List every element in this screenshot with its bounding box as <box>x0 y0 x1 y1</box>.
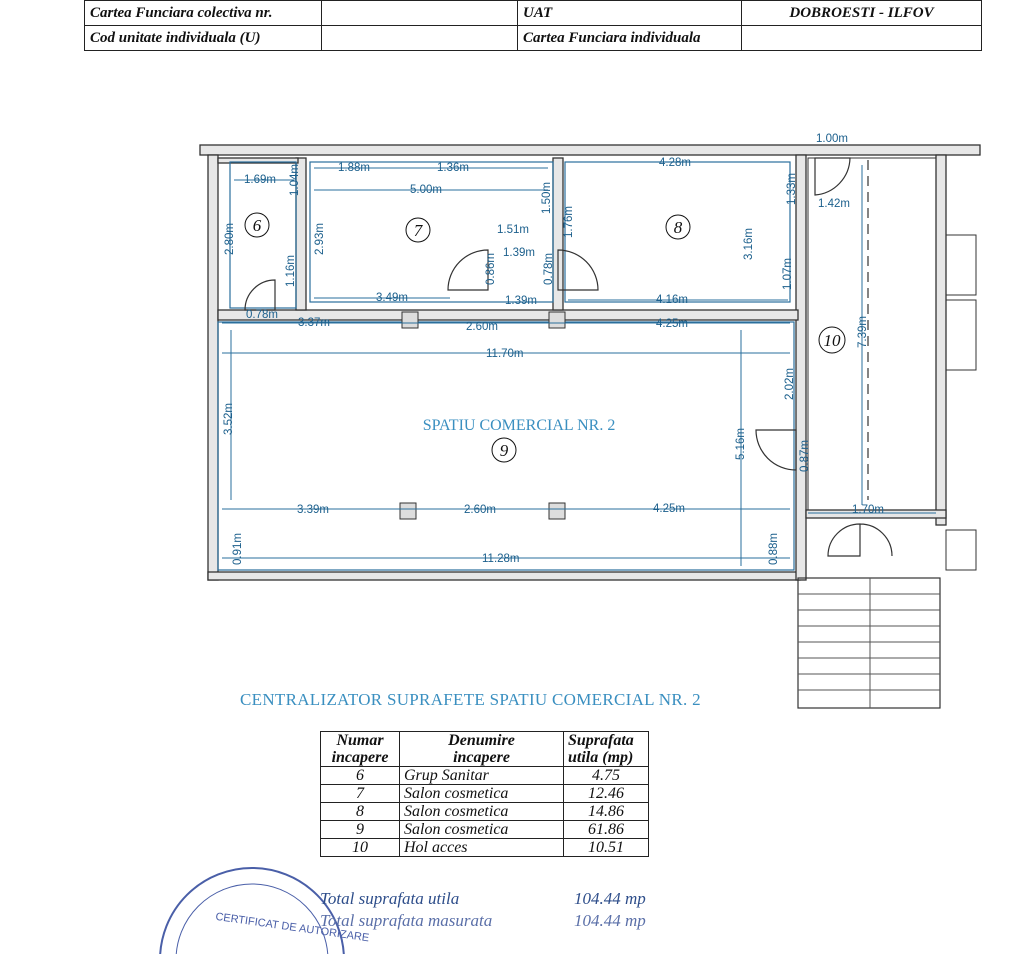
dim-label: 1.04m <box>289 164 301 196</box>
north-wall <box>200 145 980 155</box>
total-masurata-label: Total suprafata masurata <box>320 911 493 930</box>
dim-label: 2.93m <box>314 223 326 255</box>
summary-table <box>320 731 649 857</box>
dim-label: 5.00m <box>410 184 442 196</box>
room-name: Salon cosmetica <box>400 785 564 803</box>
door-6 <box>245 280 275 310</box>
neighbor-room-1 <box>946 235 976 295</box>
stamp-text: CERTIFICAT DE AUTORIZARE <box>214 910 370 945</box>
room-nr: 9 <box>321 821 400 839</box>
dim-label: 3.37m <box>298 317 330 329</box>
door-7 <box>448 250 488 290</box>
dim-label: 0.86m <box>485 253 497 285</box>
header-text: utila (mp) <box>568 749 634 766</box>
room-name: Grup Sanitar <box>400 767 564 785</box>
dim-label: 1.07m <box>782 258 794 290</box>
stairs <box>798 578 940 708</box>
dim-label: 1.50m <box>541 182 553 214</box>
dim-label: 4.28m <box>659 157 691 169</box>
col-numar-header <box>321 732 400 767</box>
col-suprafata-header <box>564 732 649 767</box>
dim-label: 0.87m <box>799 440 811 472</box>
column-4 <box>549 312 565 328</box>
column-2 <box>549 503 565 519</box>
header-text: incapere <box>453 749 510 766</box>
dim-label: 0.78m <box>543 253 555 285</box>
dim-label: 3.39m <box>297 504 329 516</box>
dim-label: 1.42m <box>818 198 850 210</box>
dim-label: 1.39m <box>503 247 535 259</box>
table-row <box>321 839 649 857</box>
uat-value: DOBROESTI - ILFOV <box>742 1 982 26</box>
dimension-lines <box>222 162 936 566</box>
table-row <box>321 767 649 785</box>
dim-label: 1.16m <box>285 255 297 287</box>
dim-label: 2.02m <box>784 368 796 400</box>
dim-label: 4.25m <box>656 318 688 330</box>
dim-label: 1.88m <box>338 162 370 174</box>
dim-label: 5.16m <box>735 428 747 460</box>
column-3 <box>402 312 418 328</box>
dim-label: 4.25m <box>653 503 685 515</box>
dim-label: 1.69m <box>244 174 276 186</box>
dim-label: 7.39m <box>857 316 869 348</box>
dim-label: 3.16m <box>743 228 755 260</box>
column-1 <box>400 503 416 519</box>
east-wall-hall <box>936 155 946 525</box>
header-text: Suprafata <box>568 732 634 749</box>
total-masurata-value: 104.44 mp <box>574 911 646 930</box>
dim-label: 1.33m <box>786 173 798 205</box>
room-name: Salon cosmetica <box>400 821 564 839</box>
dim-label: 0.88m <box>768 533 780 565</box>
room-nr: 10 <box>321 839 400 857</box>
east-wall-main <box>796 155 806 580</box>
room-area: 10.51 <box>564 839 649 857</box>
dim-label: 2.60m <box>466 321 498 333</box>
neighbor-room-3 <box>946 530 976 570</box>
stairs-outline <box>798 578 940 708</box>
dim-label: 4.16m <box>656 294 688 306</box>
entrance-door <box>828 524 892 556</box>
door-8 <box>558 250 598 290</box>
uat-label: UAT <box>518 1 742 26</box>
room-8-number: 8 <box>673 218 683 237</box>
total-utila-label: Total suprafata utila <box>320 889 460 908</box>
table-row <box>321 785 649 803</box>
door-9 <box>756 430 796 470</box>
dim-label: 0.78m <box>246 309 278 321</box>
room-nr: 8 <box>321 803 400 821</box>
stamp-circle <box>160 868 344 954</box>
dim-label: 1.51m <box>497 224 529 236</box>
south-wall <box>208 572 800 580</box>
room-name: Hol acces <box>400 839 564 857</box>
summary-title: CENTRALIZATOR SUPRAFETE SPATIU COMERCIAL NR. 2 <box>240 690 701 709</box>
summary-header-row <box>321 732 649 767</box>
dim-label: 1.00m <box>816 133 848 145</box>
cf-colectiva-label: Cartea Funciara colectiva nr. <box>85 1 322 26</box>
room-10-number: 10 <box>823 331 841 350</box>
col-denumire-header <box>400 732 564 767</box>
room-area: 61.86 <box>564 821 649 839</box>
cod-unitate-label: Cod unitate individuala (U) <box>85 26 322 51</box>
room-6-number: 6 <box>252 216 262 235</box>
header-text: incapere <box>331 749 389 766</box>
table-row <box>321 821 649 839</box>
dim-label: 3.49m <box>376 292 408 304</box>
dim-label: 1.36m <box>437 162 469 174</box>
cf-individuala-label: Cartea Funciara individuala <box>518 26 742 51</box>
header-text: Denumire <box>448 732 515 749</box>
dim-label: 11.28m <box>482 553 520 565</box>
room-9-number: 9 <box>499 441 509 460</box>
room-7-number: 7 <box>413 221 423 240</box>
room-area: 4.75 <box>564 767 649 785</box>
room-area: 14.86 <box>564 803 649 821</box>
dim-label: 11.70m <box>486 348 524 360</box>
room-nr: 6 <box>321 767 400 785</box>
dim-label: 1.70m <box>852 504 884 516</box>
table-row <box>321 803 649 821</box>
west-wall <box>208 155 218 580</box>
space-label: SPATIU COMERCIAL NR. 2 <box>422 417 616 434</box>
room-nr: 7 <box>321 785 400 803</box>
dim-label: 1.39m <box>505 295 537 307</box>
total-utila-value: 104.44 mp <box>574 889 646 908</box>
dim-label: 0.91m <box>232 533 244 565</box>
door-10-top <box>815 158 850 195</box>
room-area: 12.46 <box>564 785 649 803</box>
dim-label: 1.76m <box>563 206 575 238</box>
dim-label: 2.80m <box>224 223 236 255</box>
header-text: Numar <box>336 732 384 749</box>
dim-label: 2.60m <box>464 504 496 516</box>
room-name: Salon cosmetica <box>400 803 564 821</box>
dim-label: 3.52m <box>223 403 235 435</box>
neighbor-room-2 <box>946 300 976 370</box>
